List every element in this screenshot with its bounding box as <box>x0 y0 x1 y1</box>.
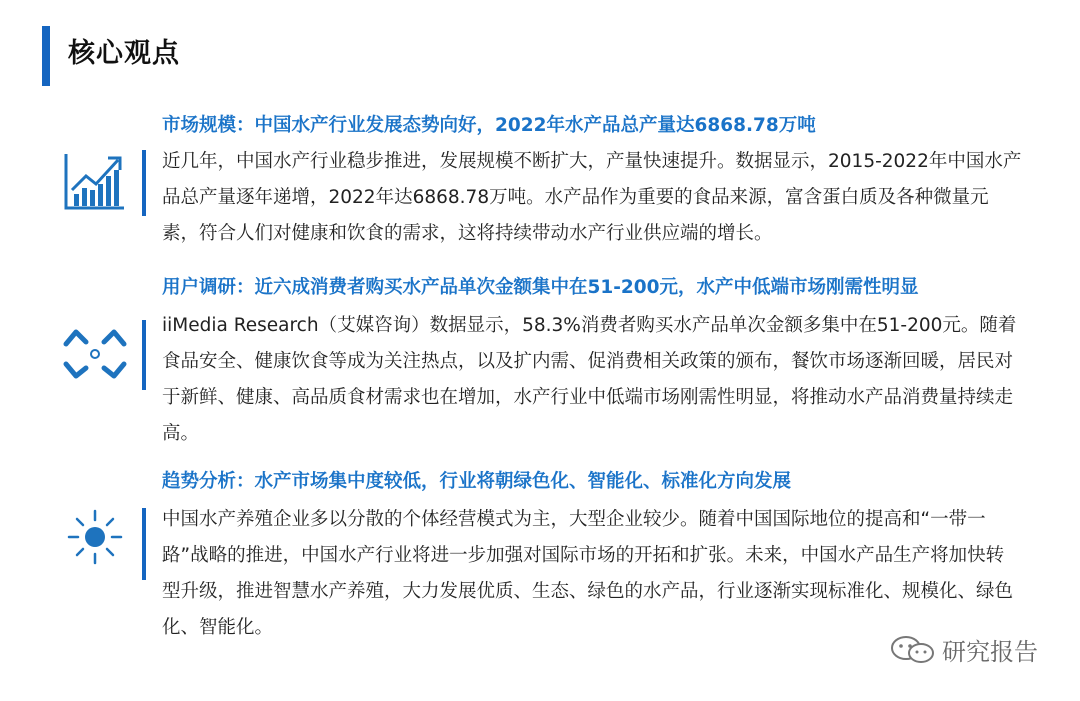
section-body: 近几年，中国水产行业稳步推进，发展规模不断扩大，产量快速提升。数据显示，2015-2022年中国水产品总产量逐年递增，2022年达6868.78万吨。水产品作为重要的食品来源，富含蛋白质及各种微量元素，符合人们对健康和饮食的需求，这将持续带动水产行业供应端的增长。 <box>162 151 1022 244</box>
watermark <box>890 632 1038 667</box>
title-accent-bar <box>42 26 50 86</box>
section-body: iiMedia Research（艾媒咨询）数据显示，58.3%消费者购买水产品单次金额多集中在51-200元。随着食品安全、健康饮食等成为关注热点，以及扩内需、促消费相关政策的颁布，餐饮市场逐渐回暖，居民对于新鲜、健康、高品质食材需求也在增加，水产行业中低端市场刚需性明显，将推动水产品消费量持续走高。 <box>162 315 1017 444</box>
growth-chart-icon <box>60 146 130 216</box>
wechat-icon <box>890 635 936 665</box>
section-heading: 趋势分析：水产市场集中度较低，行业将朝绿色化、智能化、标准化方向发展 <box>162 471 792 492</box>
sun-icon <box>60 502 130 572</box>
focus-target-icon <box>60 320 130 390</box>
section-heading: 市场规模：中国水产行业发展态势向好，2022年水产品总产量达6868.78万吨 <box>162 115 816 136</box>
section-body: 中国水产养殖企业多以分散的个体经营模式为主，大型企业较少。随着中国国际地位的提高和“一带一路”战略的推进，中国水产行业将进一步加强对国际市场的开拓和扩张。未来，中国水产品生产将加快转型升级，推进智慧水产养殖，大力发展优质、生态、绿色的水产品，行业逐渐实现标准化、规模化、绿色化、智能化。 <box>162 509 1014 638</box>
section-market-size <box>0 112 1080 242</box>
section-divider <box>142 320 146 390</box>
section-heading: 用户调研：近六成消费者购买水产品单次金额集中在51-200元，水产中低端市场刚需性明显 <box>162 277 919 298</box>
page-title: 核心观点 <box>68 38 180 69</box>
section-divider <box>142 508 146 580</box>
section-trend-analysis <box>0 468 1080 638</box>
section-divider <box>142 150 146 216</box>
watermark-text: 研究报告 <box>942 638 1038 666</box>
section-user-research <box>0 274 1080 454</box>
